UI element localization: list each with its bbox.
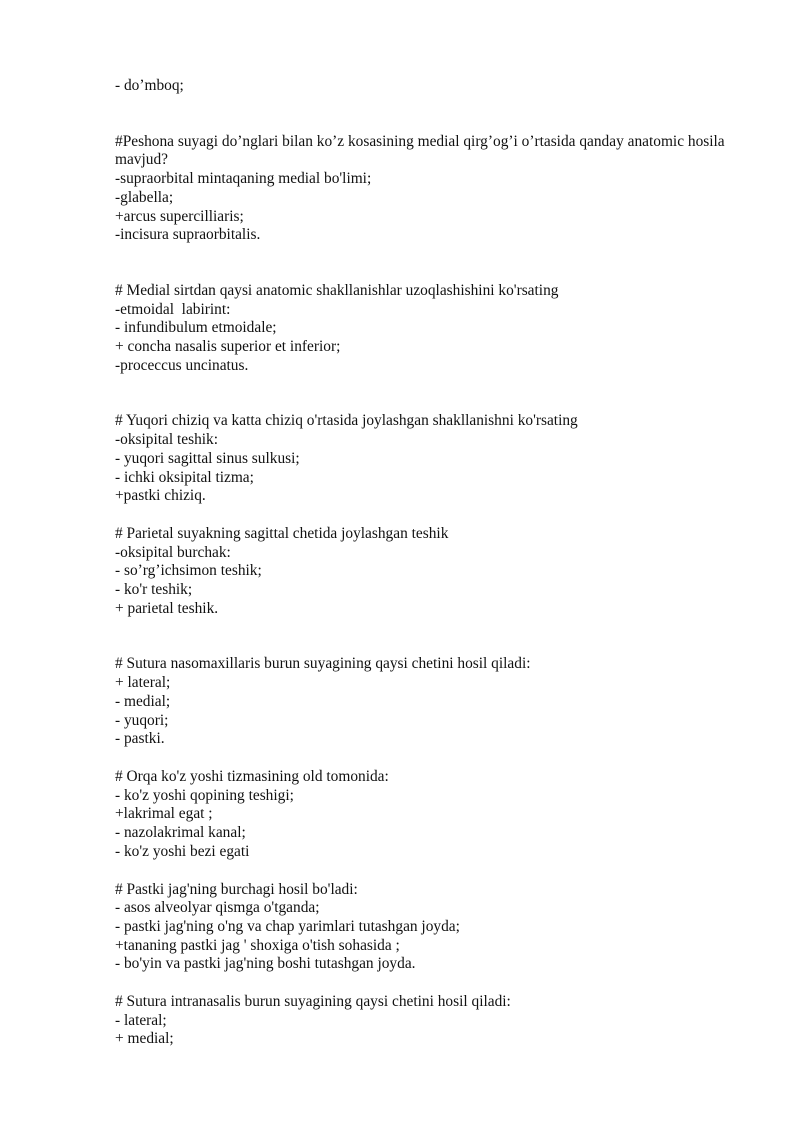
answer-option: - medial; <box>115 692 171 710</box>
answer-option: - yuqori; <box>115 711 169 729</box>
answer-option: -incisura supraorbitalis. <box>115 226 261 244</box>
question-block <box>115 768 765 862</box>
answer-option: +lakrimal egat ; <box>115 805 213 823</box>
answer-option: - ko'r teshik; <box>115 581 193 599</box>
question-text: # Yuqori chiziq va katta chiziq o'rtasida joylashgan shakllanishni ko'rsating <box>115 412 578 430</box>
spacer <box>115 749 765 768</box>
answer-option: - bo'yin va pastki jag'ning boshi tutashgan joyda. <box>115 955 416 973</box>
answer-option: - ichki oksipital tizma; <box>115 468 254 486</box>
question-block <box>115 655 765 749</box>
answer-option: - pastki. <box>115 730 165 748</box>
question-text: # Sutura nasomaxillaris burun suyagining qaysi chetini hosil qiladi: <box>115 655 531 673</box>
question-text: # Pastki jag'ning burchagi hosil bo'ladi: <box>115 880 358 898</box>
question-block <box>115 993 765 1049</box>
spacer <box>115 618 765 655</box>
answer-option: -etmoidal labirint: <box>115 300 231 318</box>
question-text: # Medial sirtdan qaysi anatomic shakllanishlar uzoqlashishini ko'rsating <box>115 281 559 299</box>
spacer <box>115 974 765 993</box>
answer-option: + medial; <box>115 1030 174 1048</box>
spacer <box>115 506 765 525</box>
spacer <box>115 862 765 881</box>
question-block <box>115 881 765 975</box>
question-block <box>115 412 765 506</box>
document-page <box>115 77 765 1049</box>
spacer <box>115 375 765 412</box>
answer-option: -oksipital burchak: <box>115 543 231 561</box>
question-text: # Sutura intranasalis burun suyagining qaysi chetini hosil qiladi: <box>115 993 511 1011</box>
answer-option: - ko'z yoshi qopining teshigi; <box>115 786 294 804</box>
question-block <box>115 525 765 619</box>
answer-option: +pastki chiziq. <box>115 487 206 505</box>
answer-option: -supraorbital mintaqaning medial bo'limi; <box>115 170 372 188</box>
question-block <box>115 133 765 245</box>
answer-option: -glabella; <box>115 188 174 206</box>
answer-option: -proceccus uncinatus. <box>115 356 249 374</box>
answer-option: - so’rg’ichsimon teshik; <box>115 562 262 580</box>
answer-option: - pastki jag'ning o'ng va chap yarimlari tutashgan joyda; <box>115 917 460 935</box>
question-block <box>115 282 765 376</box>
question-text: # Parietal suyakning sagittal chetida joylashgan teshik <box>115 524 449 542</box>
answer-option: - lateral; <box>115 1011 167 1029</box>
answer-option: + parietal teshik. <box>115 599 219 617</box>
answer-option: - infundibulum etmoidale; <box>115 319 277 337</box>
question-text: #Peshona suyagi do’nglari bilan ko’z kosasining medial qirg’og’i o’rtasida qanday anatomic hosila mavjud? <box>115 132 729 169</box>
answer-option: +tananing pastki jag ' shoxiga o'tish sohasida ; <box>115 936 400 954</box>
spacer <box>115 96 765 133</box>
answer-option: - yuqori sagittal sinus sulkusi; <box>115 449 300 467</box>
answer-option: +arcus supercilliaris; <box>115 207 244 225</box>
answer-option: + lateral; <box>115 674 171 692</box>
answer-option: - nazolakrimal kanal; <box>115 824 246 842</box>
answer-option: -oksipital teshik: <box>115 431 219 449</box>
spacer <box>115 245 765 282</box>
question-text: # Orqa ko'z yoshi tizmasining old tomonida: <box>115 767 389 785</box>
answer-option: - ko'z yoshi bezi egati <box>115 842 250 860</box>
answer-option: + concha nasalis superior et inferior; <box>115 338 341 356</box>
intro-line: - do’mboq; <box>115 77 184 94</box>
answer-option: - asos alveolyar qismga o'tganda; <box>115 899 320 917</box>
